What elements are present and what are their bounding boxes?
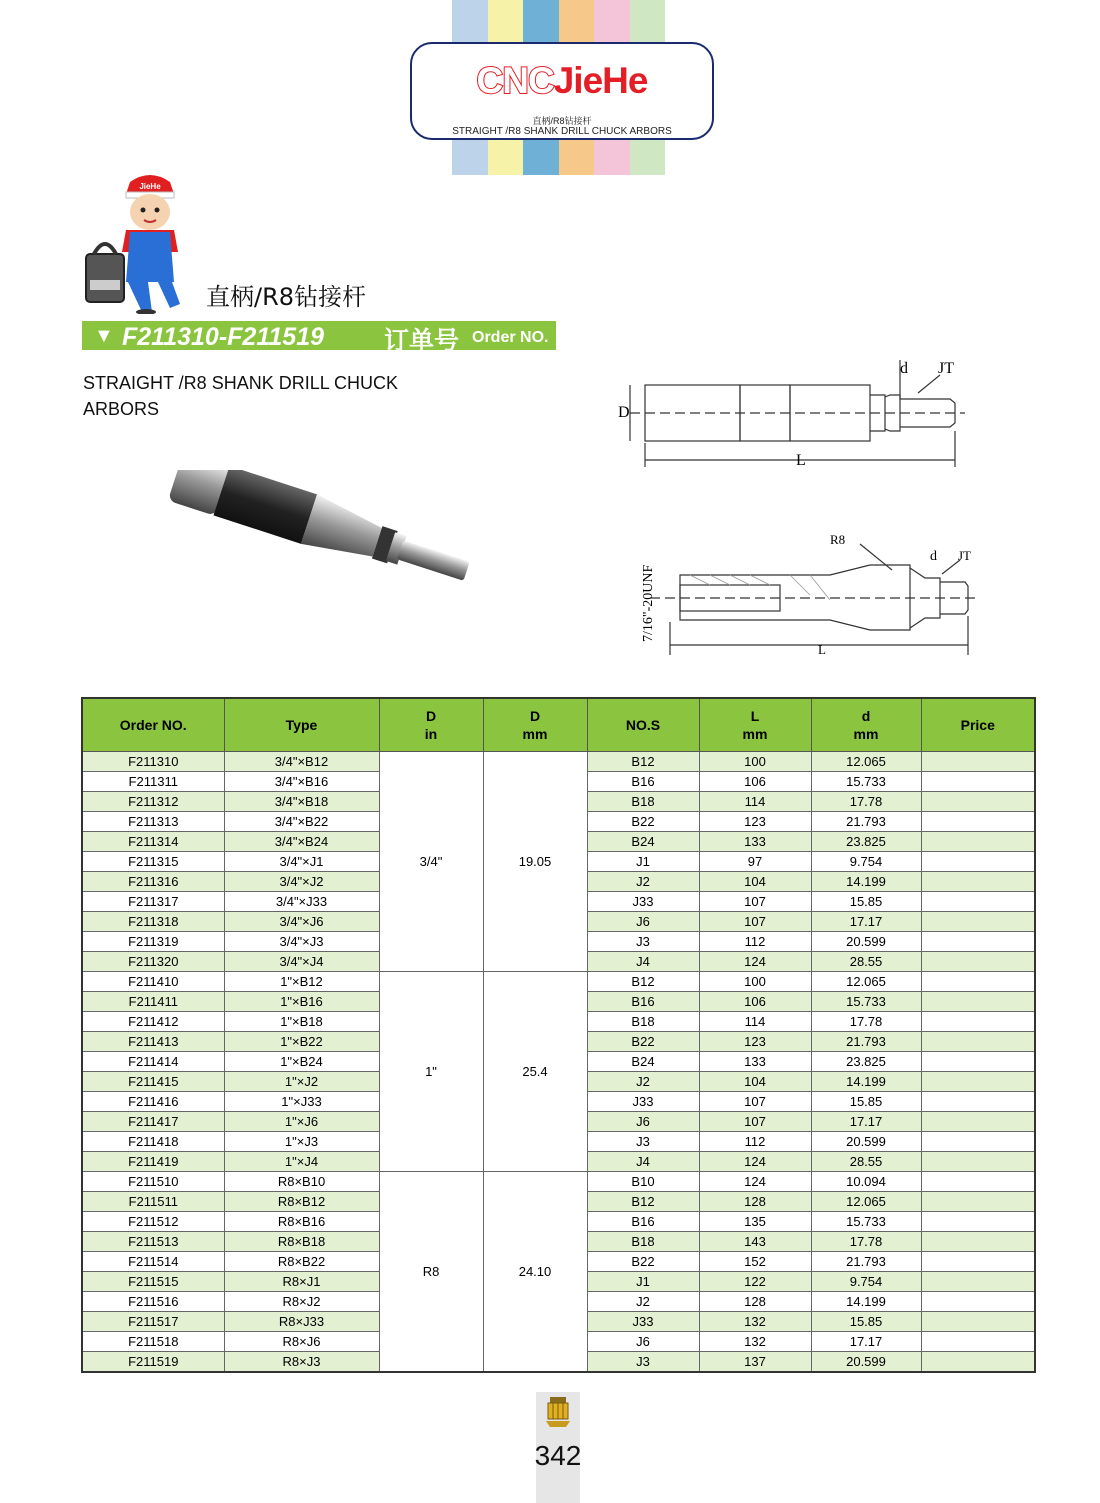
small-d-cell: 21.793	[811, 1252, 921, 1272]
length-cell: 133	[699, 1052, 811, 1072]
length-cell: 128	[699, 1292, 811, 1312]
small-d-cell: 21.793	[811, 812, 921, 832]
small-d-cell: 9.754	[811, 852, 921, 872]
order-no-cell: F211516	[82, 1292, 224, 1312]
type-cell: 1"×J3	[224, 1132, 379, 1152]
d-mm-cell: 25.4	[483, 972, 587, 1172]
nos-cell: B16	[587, 992, 699, 1012]
nos-cell: J33	[587, 1312, 699, 1332]
price-cell	[921, 772, 1035, 792]
small-d-cell: 12.065	[811, 1192, 921, 1212]
order-no-cell: F211311	[82, 772, 224, 792]
small-d-cell: 15.85	[811, 892, 921, 912]
svg-text:L: L	[818, 642, 826, 657]
svg-text:JT: JT	[938, 360, 954, 377]
type-cell: 3/4"×B12	[224, 752, 379, 772]
length-cell: 124	[699, 1152, 811, 1172]
nos-cell: B16	[587, 1212, 699, 1232]
type-cell: 3/4"×J33	[224, 892, 379, 912]
type-cell: R8×J1	[224, 1272, 379, 1292]
type-cell: 1"×J33	[224, 1092, 379, 1112]
length-cell: 107	[699, 1112, 811, 1132]
order-no-cell: F211320	[82, 952, 224, 972]
length-cell: 107	[699, 1092, 811, 1112]
price-cell	[921, 812, 1035, 832]
length-cell: 128	[699, 1192, 811, 1212]
d-mm-cell: 19.05	[483, 752, 587, 972]
order-no-cell: F211510	[82, 1172, 224, 1192]
small-d-cell: 12.065	[811, 972, 921, 992]
small-d-cell: 14.199	[811, 1072, 921, 1092]
nos-cell: B22	[587, 1032, 699, 1052]
column-header: D mm	[483, 698, 587, 752]
length-cell: 122	[699, 1272, 811, 1292]
type-cell: 3/4"×J4	[224, 952, 379, 972]
order-no-cell: F211511	[82, 1192, 224, 1212]
length-cell: 132	[699, 1332, 811, 1352]
price-cell	[921, 1132, 1035, 1152]
section-subtitle: STRAIGHT /R8 SHANK DRILL CHUCK ARBORS	[83, 373, 399, 419]
straight-shank-drawing	[600, 355, 980, 475]
type-cell: 3/4"×B16	[224, 772, 379, 792]
order-no-cell: F211518	[82, 1332, 224, 1352]
order-no-cell: F211315	[82, 852, 224, 872]
price-cell	[921, 1212, 1035, 1232]
order-no-cell: F211418	[82, 1132, 224, 1152]
svg-text:d: d	[900, 360, 908, 377]
length-cell: 104	[699, 1072, 811, 1092]
length-cell: 123	[699, 812, 811, 832]
length-cell: 124	[699, 952, 811, 972]
nos-cell: J1	[587, 852, 699, 872]
nos-cell: B12	[587, 972, 699, 992]
header-title-cn: 直柄/R8钻接杆	[532, 116, 592, 126]
price-cell	[921, 1312, 1035, 1332]
svg-text:7/16"-20UNF: 7/16"-20UNF	[641, 564, 656, 642]
small-d-cell: 15.733	[811, 992, 921, 1012]
length-cell: 124	[699, 1172, 811, 1192]
price-cell	[921, 892, 1035, 912]
type-cell: R8×B10	[224, 1172, 379, 1192]
nos-cell: B10	[587, 1172, 699, 1192]
small-d-cell: 20.599	[811, 932, 921, 952]
column-header: Price	[921, 698, 1035, 752]
length-cell: 112	[699, 932, 811, 952]
order-no-cell: F211413	[82, 1032, 224, 1052]
order-range: F211310-F211519	[122, 323, 325, 351]
length-cell: 107	[699, 892, 811, 912]
nos-cell: B12	[587, 752, 699, 772]
type-cell: 1"×J2	[224, 1072, 379, 1092]
nos-cell: J6	[587, 1112, 699, 1132]
nos-cell: J33	[587, 892, 699, 912]
type-cell: 3/4"×J6	[224, 912, 379, 932]
d-in-cell: 1"	[379, 972, 483, 1172]
length-cell: 137	[699, 1352, 811, 1373]
nos-cell: J4	[587, 1152, 699, 1172]
order-no-cell: F211410	[82, 972, 224, 992]
price-cell	[921, 1172, 1035, 1192]
price-cell	[921, 1352, 1035, 1373]
small-d-cell: 17.17	[811, 1112, 921, 1132]
section-title-cn: 直柄/R8钻接杆	[206, 283, 367, 311]
small-d-cell: 12.065	[811, 752, 921, 772]
price-cell	[921, 752, 1035, 772]
order-no-cell: F211414	[82, 1052, 224, 1072]
type-cell: 3/4"×J3	[224, 932, 379, 952]
type-cell: R8×J6	[224, 1332, 379, 1352]
nos-cell: J1	[587, 1272, 699, 1292]
nos-cell: B24	[587, 1052, 699, 1072]
svg-text:JT: JT	[958, 548, 971, 563]
length-cell: 135	[699, 1212, 811, 1232]
price-cell	[921, 1192, 1035, 1212]
svg-text:D: D	[618, 404, 630, 421]
nos-cell: B22	[587, 1252, 699, 1272]
triangle-marker-icon: ▼	[94, 325, 114, 347]
type-cell: 1"×B12	[224, 972, 379, 992]
nos-cell: B18	[587, 1232, 699, 1252]
type-cell: 1"×B24	[224, 1052, 379, 1072]
nos-cell: J2	[587, 1292, 699, 1312]
small-d-cell: 15.733	[811, 772, 921, 792]
small-d-cell: 20.599	[811, 1352, 921, 1373]
type-cell: R8×B18	[224, 1232, 379, 1252]
small-d-cell: 17.78	[811, 1012, 921, 1032]
type-cell: 3/4"×B22	[224, 812, 379, 832]
nos-cell: J2	[587, 1072, 699, 1092]
order-no-cell: F211416	[82, 1092, 224, 1112]
d-in-cell: R8	[379, 1172, 483, 1373]
length-cell: 132	[699, 1312, 811, 1332]
nos-cell: B16	[587, 772, 699, 792]
order-no-cell: F211517	[82, 1312, 224, 1332]
order-no-cell: F211513	[82, 1232, 224, 1252]
length-cell: 152	[699, 1252, 811, 1272]
price-cell	[921, 1112, 1035, 1132]
length-cell: 123	[699, 1032, 811, 1052]
type-cell: R8×J33	[224, 1312, 379, 1332]
price-cell	[921, 852, 1035, 872]
small-d-cell: 17.17	[811, 912, 921, 932]
type-cell: 1"×J6	[224, 1112, 379, 1132]
chuck-icon	[544, 1395, 572, 1431]
table-row	[82, 1172, 1035, 1192]
order-no-cell: F211415	[82, 1072, 224, 1092]
nos-cell: J6	[587, 912, 699, 932]
order-no-cell: F211519	[82, 1352, 224, 1373]
order-label-cn: 订单号	[384, 326, 460, 355]
svg-text:JieHe: JieHe	[139, 182, 161, 191]
order-no-cell: F211319	[82, 932, 224, 952]
small-d-cell: 17.78	[811, 1232, 921, 1252]
order-no-cell: F211412	[82, 1012, 224, 1032]
type-cell: 3/4"×B18	[224, 792, 379, 812]
order-no-cell: F211310	[82, 752, 224, 772]
order-no-cell: F211514	[82, 1252, 224, 1272]
nos-cell: B18	[587, 792, 699, 812]
nos-cell: B18	[587, 1012, 699, 1032]
column-header: d mm	[811, 698, 921, 752]
order-no-cell: F211314	[82, 832, 224, 852]
type-cell: 1"×J4	[224, 1152, 379, 1172]
brand-logo: CNCJieHe	[476, 60, 648, 101]
length-cell: 100	[699, 752, 811, 772]
nos-cell: B24	[587, 832, 699, 852]
order-no-cell: F211411	[82, 992, 224, 1012]
price-cell	[921, 912, 1035, 932]
page-number: 342	[534, 1440, 582, 1471]
length-cell: 143	[699, 1232, 811, 1252]
order-no-cell: F211313	[82, 812, 224, 832]
column-header: L mm	[699, 698, 811, 752]
nos-cell: B22	[587, 812, 699, 832]
small-d-cell: 10.094	[811, 1172, 921, 1192]
price-cell	[921, 792, 1035, 812]
type-cell: R8×B22	[224, 1252, 379, 1272]
nos-cell: J3	[587, 1132, 699, 1152]
svg-text:R8: R8	[830, 532, 846, 547]
nos-cell: J2	[587, 872, 699, 892]
type-cell: 3/4"×B24	[224, 832, 379, 852]
price-cell	[921, 832, 1035, 852]
nos-cell: J3	[587, 1352, 699, 1373]
price-cell	[921, 1012, 1035, 1032]
small-d-cell: 17.17	[811, 1332, 921, 1352]
length-cell: 106	[699, 992, 811, 1012]
price-cell	[921, 1292, 1035, 1312]
small-d-cell: 28.55	[811, 952, 921, 972]
small-d-cell: 23.825	[811, 1052, 921, 1072]
price-cell	[921, 1052, 1035, 1072]
length-cell: 97	[699, 852, 811, 872]
price-cell	[921, 932, 1035, 952]
brand-header	[410, 42, 714, 140]
small-d-cell: 15.733	[811, 1212, 921, 1232]
small-d-cell: 17.78	[811, 792, 921, 812]
type-cell: 1"×B18	[224, 1012, 379, 1032]
type-cell: 1"×B22	[224, 1032, 379, 1052]
small-d-cell: 23.825	[811, 832, 921, 852]
small-d-cell: 15.85	[811, 1092, 921, 1112]
type-cell: R8×B12	[224, 1192, 379, 1212]
price-cell	[921, 972, 1035, 992]
length-cell: 107	[699, 912, 811, 932]
order-label-en: Order NO.	[472, 329, 549, 346]
order-no-cell: F211419	[82, 1152, 224, 1172]
type-cell: R8×B16	[224, 1212, 379, 1232]
price-cell	[921, 1272, 1035, 1292]
order-no-cell: F211515	[82, 1272, 224, 1292]
order-number-bar	[82, 321, 556, 355]
type-cell: R8×J3	[224, 1352, 379, 1373]
product-photo	[150, 470, 490, 630]
price-cell	[921, 1092, 1035, 1112]
svg-text:L: L	[796, 452, 806, 469]
order-no-cell: F211316	[82, 872, 224, 892]
length-cell: 114	[699, 1012, 811, 1032]
length-cell: 112	[699, 1132, 811, 1152]
type-cell: 3/4"×J2	[224, 872, 379, 892]
column-header: NO.S	[587, 698, 699, 752]
type-cell: 3/4"×J1	[224, 852, 379, 872]
price-cell	[921, 1032, 1035, 1052]
d-in-cell: 3/4"	[379, 752, 483, 972]
small-d-cell: 28.55	[811, 1152, 921, 1172]
length-cell: 100	[699, 972, 811, 992]
small-d-cell: 14.199	[811, 872, 921, 892]
order-no-cell: F211512	[82, 1212, 224, 1232]
table-row	[82, 752, 1035, 772]
length-cell: 133	[699, 832, 811, 852]
price-cell	[921, 1152, 1035, 1172]
column-header: Order NO.	[82, 698, 224, 752]
header-title-en: STRAIGHT /R8 SHANK DRILL CHUCK ARBORS	[452, 126, 672, 137]
nos-cell: J3	[587, 932, 699, 952]
type-cell: 1"×B16	[224, 992, 379, 1012]
small-d-cell: 21.793	[811, 1032, 921, 1052]
table-row	[82, 972, 1035, 992]
price-cell	[921, 1232, 1035, 1252]
nos-cell: J4	[587, 952, 699, 972]
mascot-illustration	[82, 172, 192, 314]
table-header-row	[82, 698, 1035, 752]
d-mm-cell: 24.10	[483, 1172, 587, 1373]
length-cell: 106	[699, 772, 811, 792]
small-d-cell: 14.199	[811, 1292, 921, 1312]
order-no-cell: F211318	[82, 912, 224, 932]
nos-cell: J6	[587, 1332, 699, 1352]
price-cell	[921, 1332, 1035, 1352]
price-cell	[921, 992, 1035, 1012]
nos-cell: B12	[587, 1192, 699, 1212]
spec-table	[81, 697, 1036, 1373]
column-header: D in	[379, 698, 483, 752]
price-cell	[921, 1252, 1035, 1272]
small-d-cell: 15.85	[811, 1312, 921, 1332]
svg-text:d: d	[930, 549, 937, 564]
price-cell	[921, 1072, 1035, 1092]
small-d-cell: 20.599	[811, 1132, 921, 1152]
length-cell: 104	[699, 872, 811, 892]
small-d-cell: 9.754	[811, 1272, 921, 1292]
length-cell: 114	[699, 792, 811, 812]
order-no-cell: F211317	[82, 892, 224, 912]
order-no-cell: F211312	[82, 792, 224, 812]
column-header: Type	[224, 698, 379, 752]
price-cell	[921, 952, 1035, 972]
type-cell: R8×J2	[224, 1292, 379, 1312]
r8-shank-drawing	[630, 530, 980, 665]
price-cell	[921, 872, 1035, 892]
nos-cell: J33	[587, 1092, 699, 1112]
order-no-cell: F211417	[82, 1112, 224, 1132]
